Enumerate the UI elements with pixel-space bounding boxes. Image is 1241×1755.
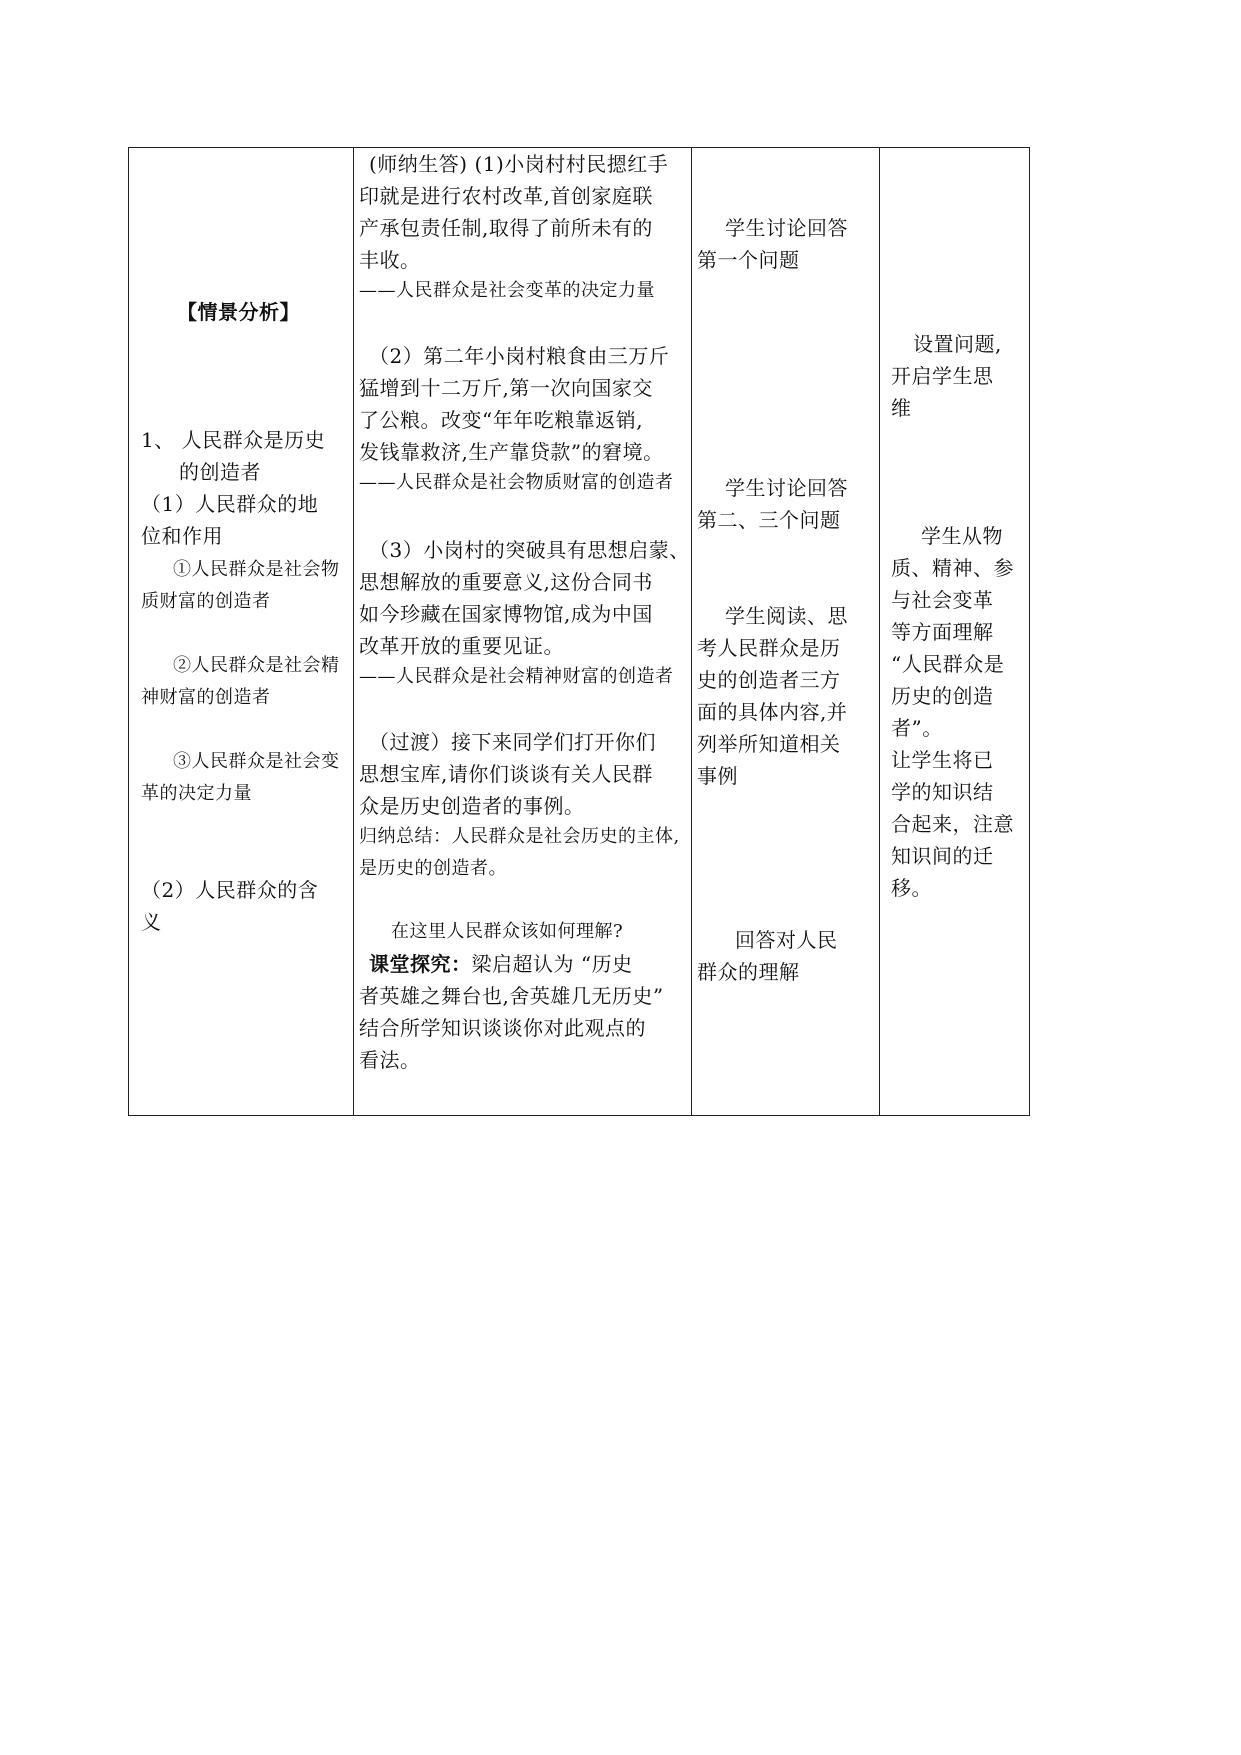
lesson-plan-table: [128, 147, 1030, 1116]
case-paragraph-2: 了公粮。改变“年年吃粮靠返销,: [359, 408, 644, 432]
summary: 是历史的创造者。: [359, 858, 507, 879]
explore-line-2: 者英雄之舞台也,舍英雄几无历史”: [359, 984, 664, 1008]
explore-label: 课堂探究：: [369, 952, 472, 976]
outline-item-1: 1、 人民群众是历史: [141, 428, 326, 452]
case-paragraph-3: 如今珍藏在国家博物馆,成为中国: [359, 602, 653, 626]
student-activity-1: 学生讨论回答: [725, 216, 848, 240]
conclusion-2: ——人民群众是社会物质财富的创造者: [359, 472, 674, 493]
case-paragraph-2: 猛增到十二万斤,第一次向国家交: [359, 376, 653, 400]
student-activity-2: 第二、三个问题: [697, 508, 841, 532]
outline-sub-1-cont: 位和作用: [141, 524, 223, 548]
design-intent-2: 者”。: [891, 716, 943, 740]
student-activity-4: 回答对人民: [735, 928, 838, 952]
student-activity-3: 列举所知道相关: [697, 732, 841, 756]
column-divider: [353, 148, 354, 1115]
design-intent-2: 合起来，注意: [891, 812, 1014, 836]
outline-item-1-cont: 的创造者: [179, 460, 261, 484]
design-intent-2: 学的知识结: [891, 780, 994, 804]
explore-line-3: 结合所学知识谈谈你对此观点的: [359, 1016, 646, 1040]
case-paragraph-1: 丰收。: [359, 248, 421, 272]
case-paragraph-1: 产承包责任制,取得了前所未有的: [359, 216, 653, 240]
section-heading: 【情景分析】: [177, 300, 300, 324]
student-activity-3: 史的创造者三方: [697, 668, 841, 692]
outline-point-1-cont: 质财富的创造者: [141, 591, 271, 612]
summary: 归纳总结：人民群众是社会历史的主体,: [359, 826, 680, 847]
student-column: [693, 148, 879, 1115]
design-intent-2: 让学生将已: [891, 748, 994, 772]
outline-sub-1: （1）人民群众的地: [141, 492, 319, 516]
column-divider: [879, 148, 880, 1115]
design-intent-2: “人民群众是: [891, 652, 1005, 676]
outline-sub-2-cont: 义: [141, 910, 162, 934]
case-paragraph-2: （2）第二年小岗村粮食由三万斤: [369, 344, 670, 368]
case-paragraph-1: (师纳生答) (1)小岗村村民摁红手: [369, 152, 669, 176]
explore-text: 梁启超认为 “历史: [471, 952, 633, 976]
student-activity-3: 考人民群众是历: [697, 636, 841, 660]
column-divider: [691, 148, 692, 1115]
outline-point-2-cont: 神财富的创造者: [141, 687, 271, 708]
explore-line-1: [369, 948, 633, 980]
design-intent-2: 学生从物: [921, 524, 1003, 548]
outline-point-1: ①人民群众是社会物: [173, 559, 340, 580]
design-intent-2: 质、精神、参: [891, 556, 1014, 580]
student-activity-3: 事例: [697, 764, 738, 788]
question: 在这里人民群众该如何理解?: [391, 921, 624, 942]
design-intent-2: 等方面理解: [891, 620, 994, 644]
design-intent-1: 维: [891, 396, 912, 420]
conclusion-3: ——人民群众是社会精神财富的创造者: [359, 666, 674, 687]
design-intent-2: 知识间的迁: [891, 844, 994, 868]
outline-point-3-cont: 革的决定力量: [141, 783, 252, 804]
outline-point-2: ②人民群众是社会精: [173, 655, 340, 676]
design-intent-2: 历史的创造: [891, 684, 994, 708]
case-paragraph-3: （3）小岗村的突破具有思想启蒙、: [369, 538, 690, 562]
case-paragraph-3: 思想解放的重要意义,这份合同书: [359, 570, 653, 594]
teacher-column: [355, 148, 691, 1115]
transition-paragraph: （过渡）接下来同学们打开你们: [369, 730, 656, 754]
case-paragraph-3: 改革开放的重要见证。: [359, 634, 564, 658]
transition-paragraph: 思想宝库,请你们谈谈有关人民群: [359, 762, 653, 786]
design-intent-1: 开启学生思: [891, 364, 994, 388]
outline-sub-2: （2）人民群众的含: [141, 878, 319, 902]
student-activity-2: 学生讨论回答: [725, 476, 848, 500]
student-activity-3: 面的具体内容,并: [697, 700, 848, 724]
student-activity-1: 第一个问题: [697, 248, 800, 272]
design-intent-2: 移。: [891, 876, 932, 900]
student-activity-3: 学生阅读、思: [725, 604, 848, 628]
design-intent-2: 与社会变革: [891, 588, 994, 612]
design-intent-1: 设置问题,: [913, 332, 1002, 356]
student-activity-4: 群众的理解: [697, 960, 800, 984]
outline-column: [129, 148, 353, 1115]
explore-line-4: 看法。: [359, 1048, 421, 1072]
case-paragraph-1: 印就是进行农村改革,首创家庭联: [359, 184, 653, 208]
design-column: [881, 148, 1029, 1115]
transition-paragraph: 众是历史创造者的事例。: [359, 794, 585, 818]
conclusion-1: ——人民群众是社会变革的决定力量: [359, 280, 655, 301]
case-paragraph-2: 发钱靠救济,生产靠贷款”的窘境。: [359, 440, 664, 464]
outline-point-3: ③人民群众是社会变: [173, 751, 340, 772]
